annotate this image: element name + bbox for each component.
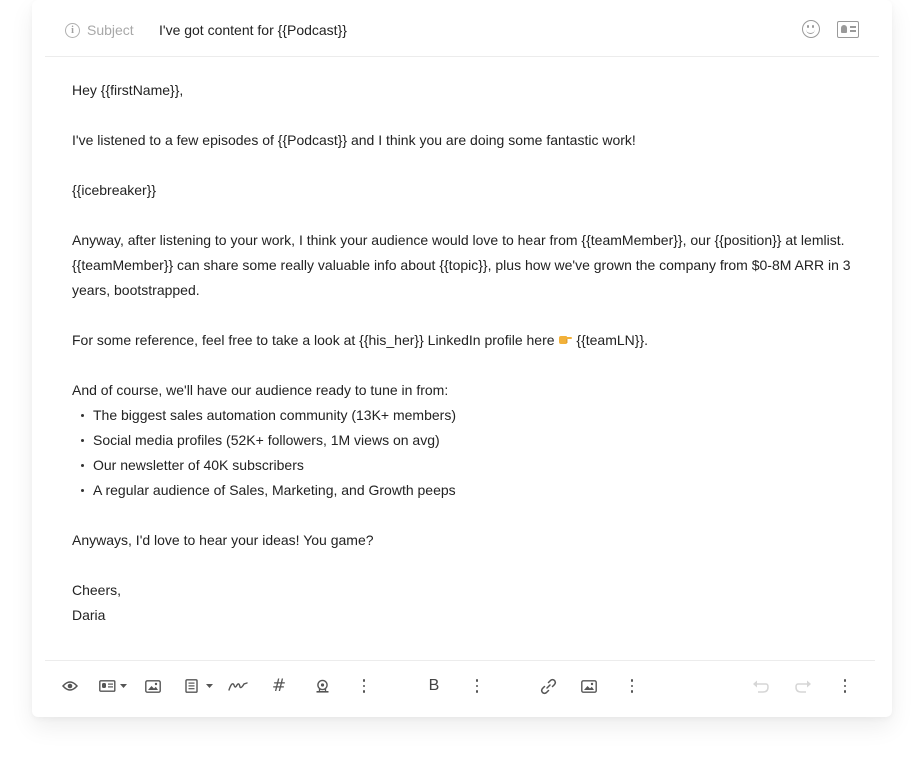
redo-icon[interactable]: [794, 677, 812, 695]
list-item: The biggest sales automation community (13K+ members): [72, 403, 872, 428]
eye-icon[interactable]: [62, 677, 78, 695]
smiley-icon[interactable]: [802, 20, 820, 38]
stamp-icon[interactable]: [314, 677, 330, 695]
bullet-list: [72, 403, 872, 503]
email-paragraph: years, bootstrapped.: [72, 282, 200, 298]
more-insert-options-icon[interactable]: [630, 677, 634, 695]
list-item: Social media profiles (52K+ followers, 1M views on avg): [72, 428, 872, 453]
list-item: Our newsletter of 40K subscribers: [72, 453, 872, 478]
email-signoff: Cheers,: [72, 582, 122, 598]
email-paragraph: {{teamMember}} can share some really valuable info about {{topic}}, plus how we've grown the company from $0-8M ARR in 3: [72, 257, 851, 273]
insert-image-icon[interactable]: [581, 677, 597, 695]
email-paragraph: And of course, we'll have our audience ready to tune in from:: [72, 382, 449, 398]
subject-bar: [45, 0, 879, 57]
hashtag-icon[interactable]: #: [271, 676, 287, 696]
undo-icon[interactable]: [751, 677, 769, 695]
email-paragraph-text: For some reference, feel free to take a look at {{his_her}} LinkedIn profile here: [72, 332, 555, 348]
info-icon: i: [65, 23, 80, 38]
more-actions-icon[interactable]: [843, 677, 847, 695]
editor-toolbar: [45, 660, 875, 711]
email-body[interactable]: [72, 78, 872, 628]
email-paragraph: [72, 328, 872, 353]
image-icon[interactable]: [145, 677, 161, 695]
bold-button[interactable]: B: [428, 677, 440, 694]
email-signature: Daria: [72, 607, 106, 623]
contact-card-icon[interactable]: [837, 21, 859, 38]
signature-icon[interactable]: [228, 677, 248, 695]
subject-label: [65, 22, 134, 38]
more-options-icon[interactable]: [362, 677, 366, 695]
email-paragraph: {{icebreaker}}: [72, 182, 157, 198]
subject-label-text: Subject: [87, 22, 134, 38]
list-item: A regular audience of Sales, Marketing, and Growth peeps: [72, 478, 872, 503]
pointing-right-emoji-icon: [558, 335, 572, 345]
template-dropdown[interactable]: [185, 677, 215, 695]
email-editor-card: [32, 0, 892, 717]
email-paragraph: Anyway, after listening to your work, I think your audience would love to hear from {{teamMember}}, our {{position}} at lemlist.: [72, 232, 845, 248]
email-paragraph: Anyways, I'd love to hear your ideas! You game?: [72, 532, 374, 548]
insert-variable-dropdown[interactable]: [99, 677, 129, 695]
email-paragraph-text: {{teamLN}}.: [576, 332, 649, 348]
email-paragraph: I've listened to a few episodes of {{Podcast}} and I think you are doing some fantastic work!: [72, 132, 636, 148]
subject-input[interactable]: I've got content for {{Podcast}}: [159, 22, 347, 38]
link-icon[interactable]: [539, 677, 557, 695]
email-greeting: Hey {{firstName}},: [72, 82, 184, 98]
more-format-options-icon[interactable]: [475, 677, 479, 695]
